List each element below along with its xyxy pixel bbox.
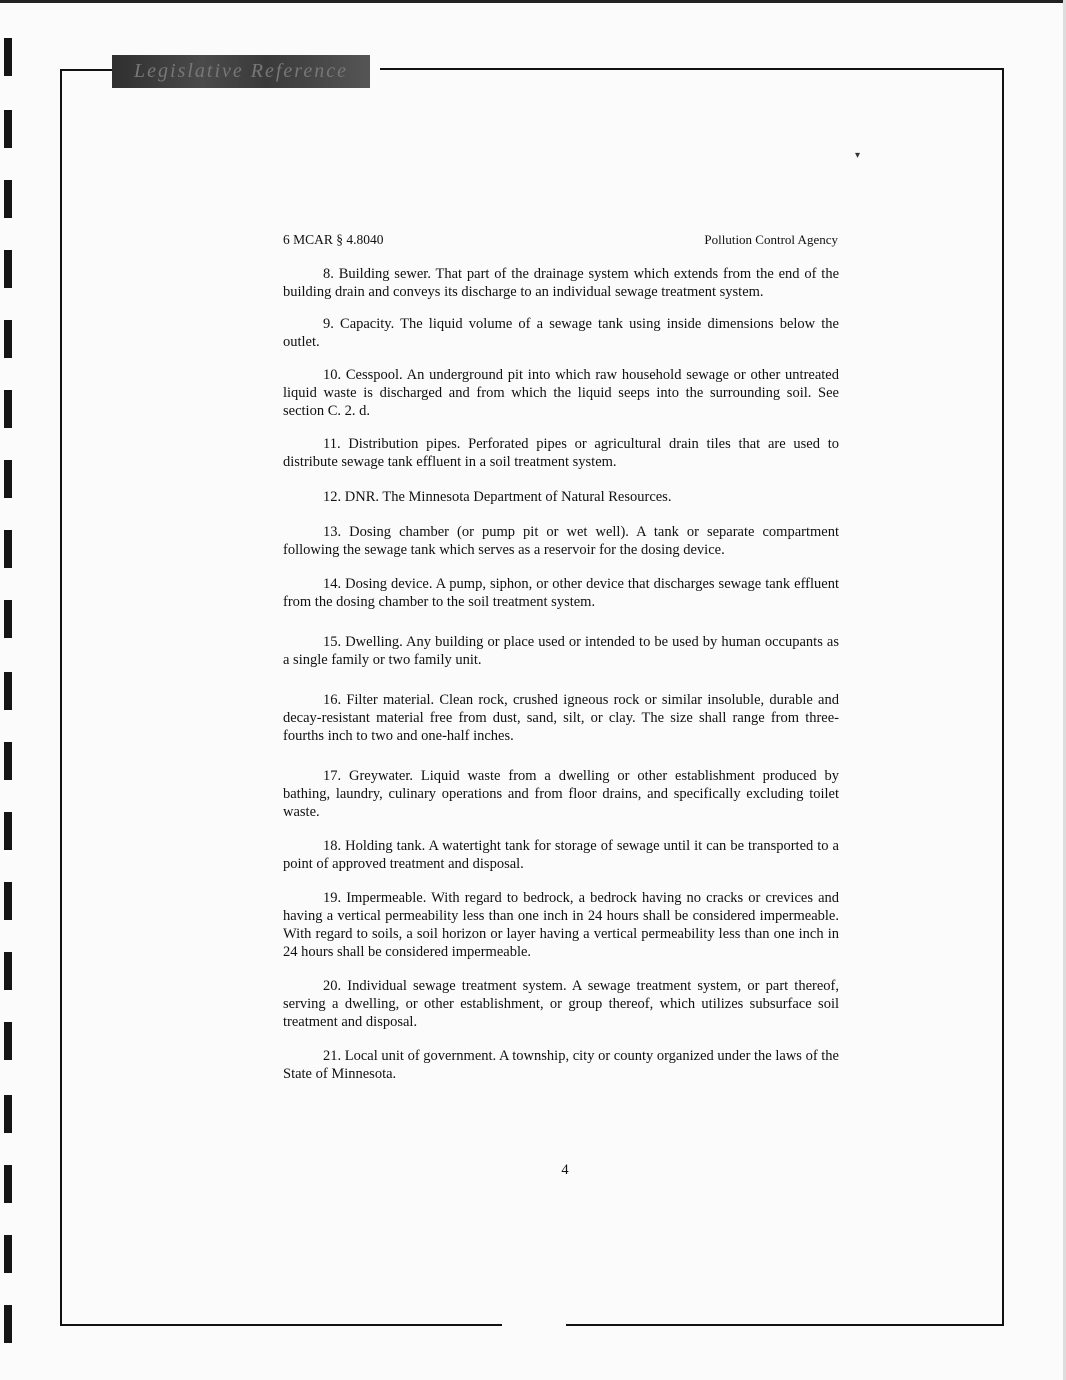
binder-mark [4, 390, 12, 428]
definition-13: 13. Dosing chamber (or pump pit or wet well). A tank or separate compartment following the sewage tank which serves as a reservoir for the dosing device. [283, 524, 839, 558]
definition-9: 9. Capacity. The liquid volume of a sewage tank using inside dimensions below the outlet. [283, 316, 839, 350]
definition-18: 18. Holding tank. A watertight tank for storage of sewage until it can be transported to a point of approved treatment and disposal. [283, 838, 839, 872]
binder-mark [4, 110, 12, 148]
frame-left [60, 69, 62, 1325]
stamp-text: Legislative Reference [134, 60, 348, 82]
definition-20: 20. Individual sewage treatment system. A sewage treatment system, or part thereof, serving a dwelling, or other establishment, or group thereof, which utilizes subsurface soil treatment and disposal. [283, 978, 839, 1030]
definition-8: 8. Building sewer. That part of the drainage system which extends from the end of the building drain and conveys its discharge to an individual sewage treatment system. [283, 266, 839, 300]
definition-21: 21. Local unit of government. A township, city or county organized under the laws of the State of Minnesota. [283, 1048, 839, 1082]
binder-mark [4, 38, 12, 76]
header-citation: 6 MCAR § 4.8040 [283, 232, 384, 247]
binder-marks [0, 0, 16, 1380]
frame-bottom-left [60, 1324, 502, 1326]
definition-16: 16. Filter material. Clean rock, crushed igneous rock or similar insoluble, durable and decay-resistant material free from dust, sand, silt, or clay. The size shall range from three-fourths inch to two and one-half inches. [283, 692, 839, 744]
definitions-list [283, 265, 839, 1097]
frame-top-left [60, 69, 112, 71]
frame-top-right [380, 68, 1004, 70]
definition-11: 11. Distribution pipes. Perforated pipes or agricultural drain tiles that are used to distribute sewage tank effluent in a soil treatment system. [283, 436, 839, 470]
binder-mark [4, 672, 12, 710]
definition-15: 15. Dwelling. Any building or place used or intended to be used by human occupants as a single family or two family unit. [283, 634, 839, 668]
binder-mark [4, 1305, 12, 1343]
definition-14: 14. Dosing device. A pump, siphon, or other device that discharges sewage tank effluent from the dosing chamber to the soil treatment system. [283, 576, 839, 610]
stray-mark: ▾ [855, 150, 861, 161]
definition-12: 12. DNR. The Minnesota Department of Natural Resources. [323, 489, 672, 505]
binder-mark [4, 1095, 12, 1133]
frame-bottom-right [566, 1324, 1004, 1326]
binder-mark [4, 320, 12, 358]
binder-mark [4, 1235, 12, 1273]
binder-mark [4, 460, 12, 498]
binder-mark [4, 882, 12, 920]
definition-10: 10. Cesspool. An underground pit into which raw household sewage or other untreated liquid waste is discharged and from which the liquid seeps into the surrounding soil. See section C. 2. d. [283, 367, 839, 419]
binder-mark [4, 180, 12, 218]
binder-mark [4, 600, 12, 638]
binder-mark [4, 1165, 12, 1203]
binder-mark [4, 250, 12, 288]
binder-mark [4, 952, 12, 990]
frame-right [1002, 68, 1004, 1326]
page-number: 4 [561, 1162, 569, 1178]
binder-mark [4, 742, 12, 780]
binder-mark [4, 530, 12, 568]
definition-19: 19. Impermeable. With regard to bedrock, a bedrock having no cracks or crevices and having a vertical permeability less than one inch in 24 hours shall be considered impermeable. With regard to soils, a soil horizon or layer having a vertical permeability less than one inch in 24 hours shall be considered impermeable. [283, 890, 839, 960]
binder-mark [4, 812, 12, 850]
scan-top-edge [0, 0, 1066, 3]
definition-17: 17. Greywater. Liquid waste from a dwelling or other establishment produced by bathing, laundry, culinary operations and from floor drains, and specifically excluding toilet waste. [283, 768, 839, 820]
page-header [283, 232, 838, 252]
legislative-reference-stamp [112, 55, 370, 88]
binder-mark [4, 1022, 12, 1060]
header-agency: Pollution Control Agency [704, 232, 838, 247]
